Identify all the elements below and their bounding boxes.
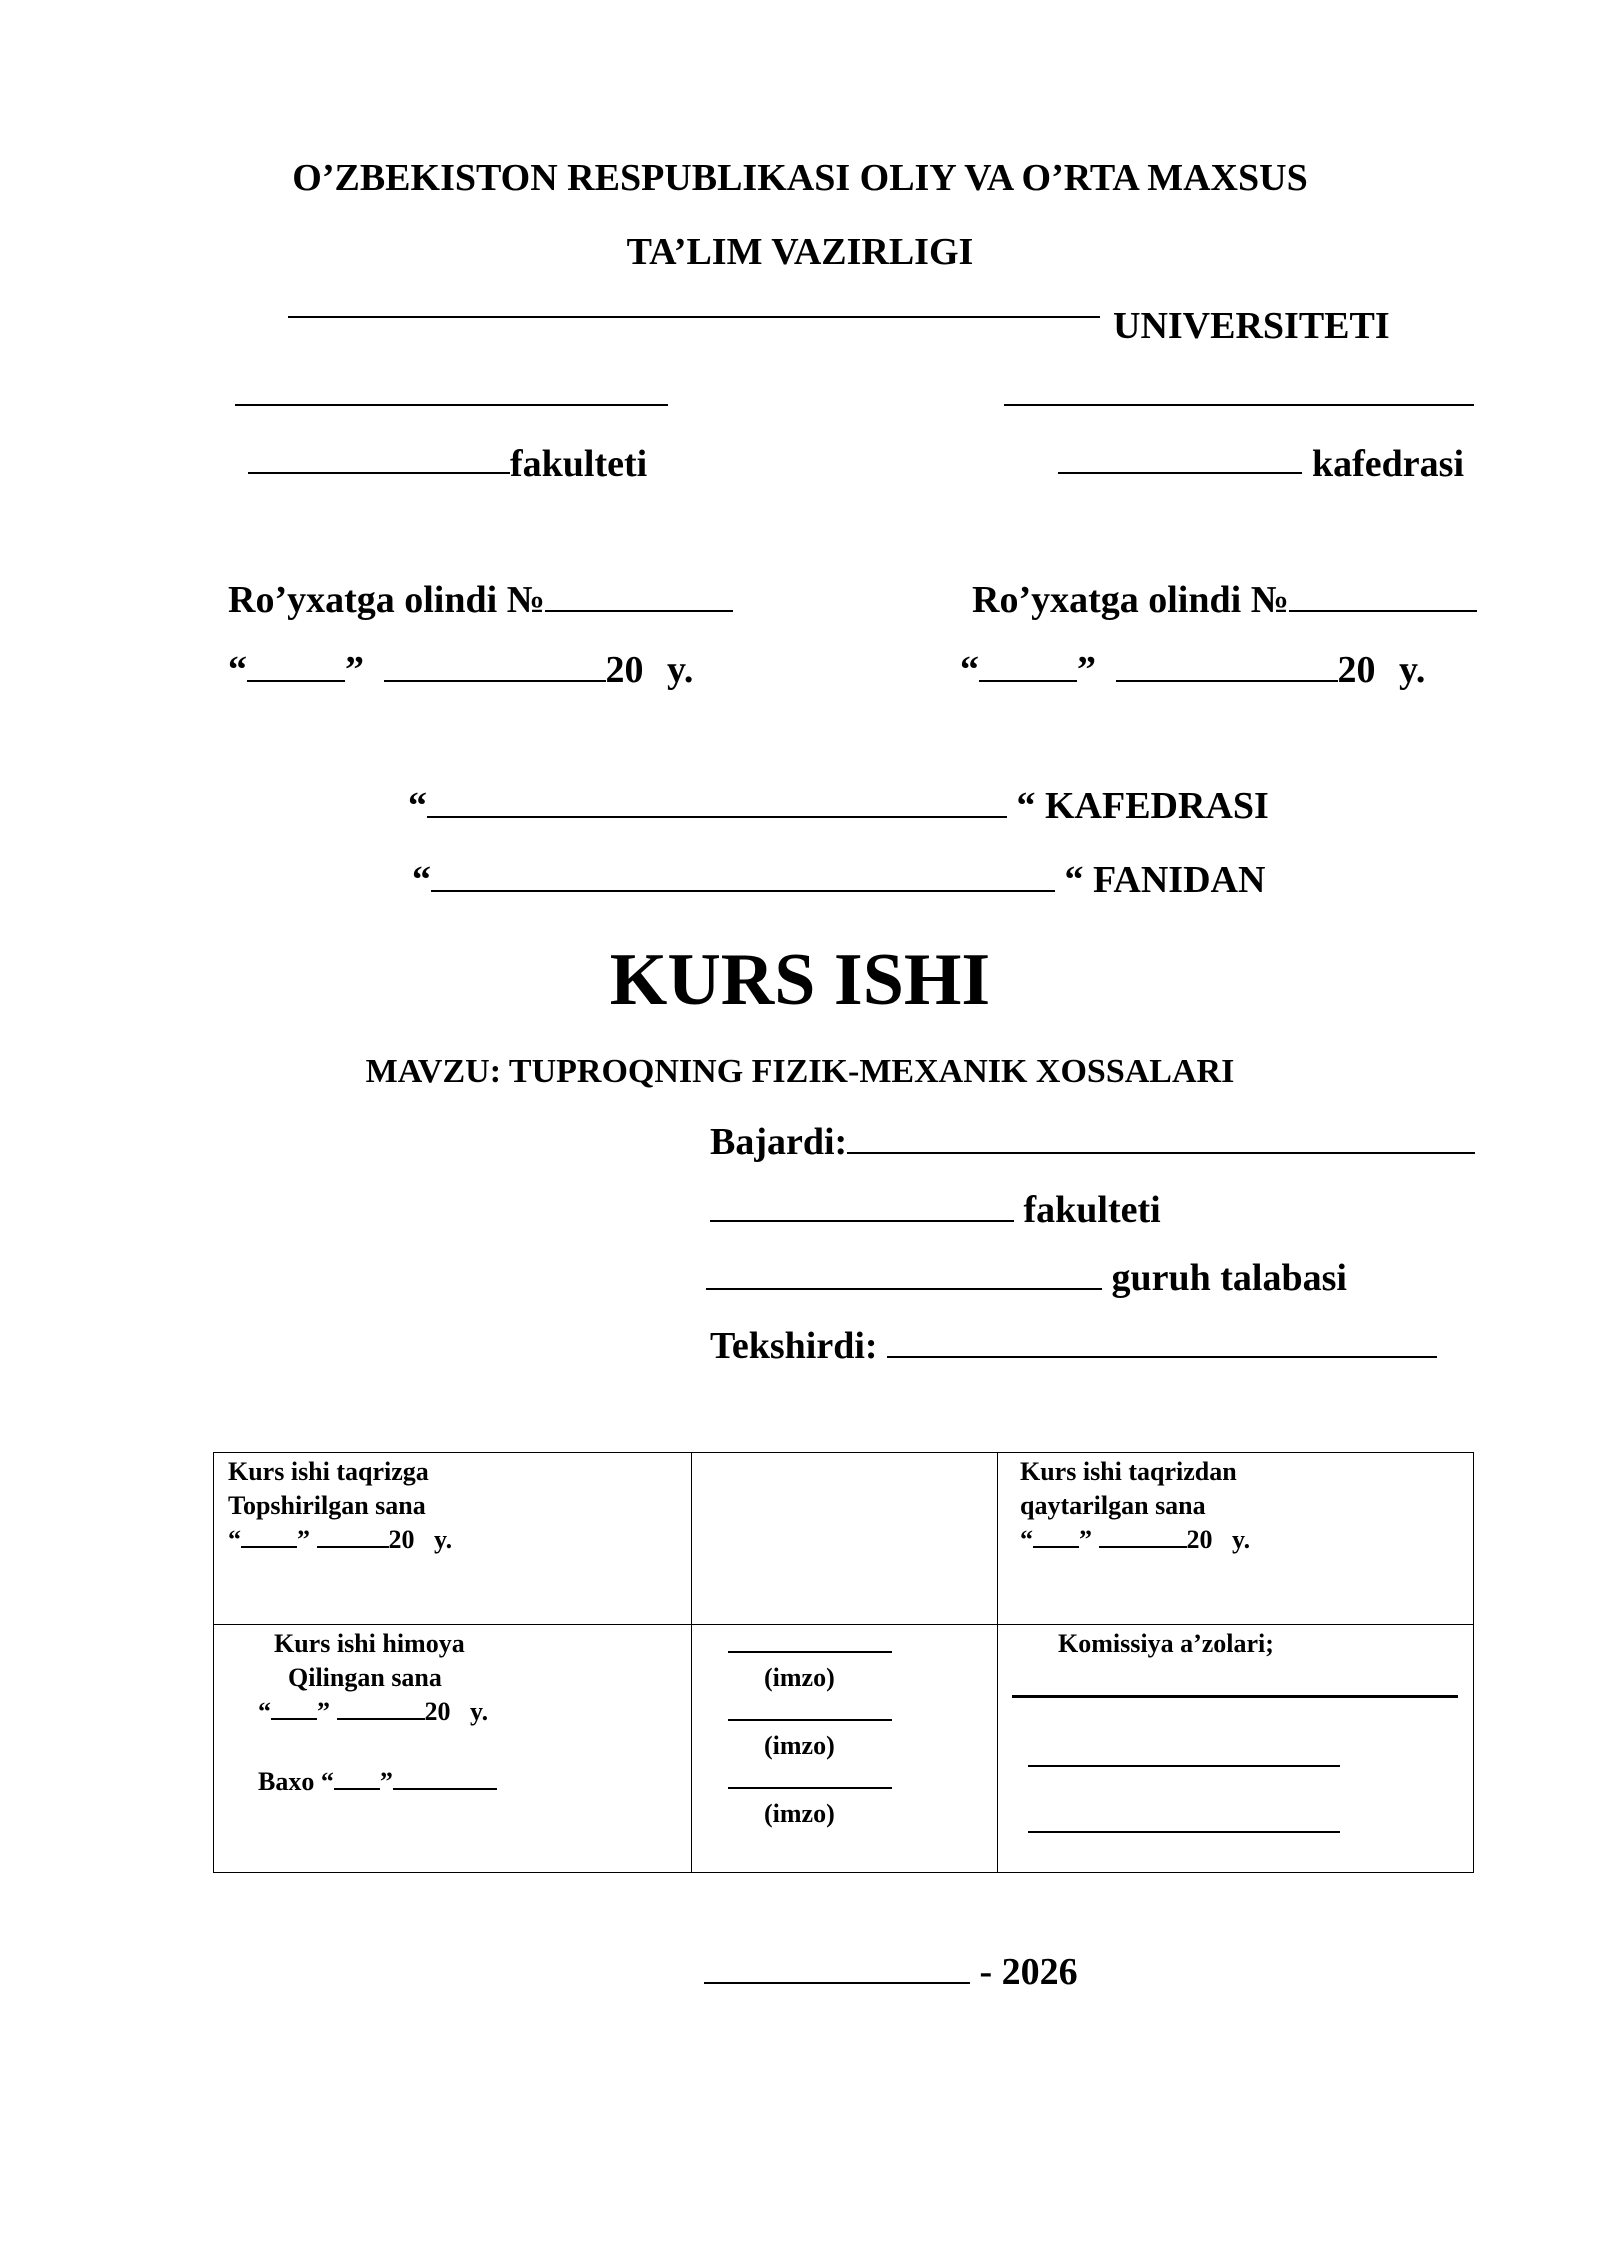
performed-name-blank bbox=[847, 1122, 1475, 1154]
commission-label: Komissiya a’zolari; bbox=[1058, 1629, 1274, 1658]
registration-left-date bbox=[228, 648, 693, 692]
student-group-blank bbox=[706, 1258, 1102, 1290]
signature-line-3 bbox=[728, 1787, 892, 1789]
defended-date: “ ” 20 y. bbox=[258, 1697, 489, 1726]
commission-line-2 bbox=[1028, 1765, 1340, 1767]
city-blank bbox=[704, 1952, 970, 1984]
department-name-blank bbox=[1058, 472, 1302, 474]
review-table bbox=[213, 1452, 1474, 1873]
day-blank bbox=[979, 650, 1077, 682]
checked-name-blank bbox=[887, 1326, 1437, 1358]
faculty-top-blank bbox=[235, 404, 668, 406]
year-prefix: 20 bbox=[1337, 649, 1376, 691]
submitted-cell bbox=[214, 1453, 692, 1625]
registration-right-label: Ro’yxatga olindi № bbox=[972, 579, 1289, 621]
kafedra-line bbox=[408, 784, 1269, 828]
checked-by-line bbox=[710, 1324, 1437, 1368]
fan-name-blank bbox=[431, 860, 1055, 892]
signature-cell bbox=[692, 1625, 998, 1873]
defended-cell bbox=[214, 1625, 692, 1873]
month-blank bbox=[384, 650, 606, 682]
commission-cell bbox=[998, 1625, 1474, 1873]
signature-label-1: (imzo) bbox=[764, 1663, 835, 1692]
grade-line: Baxo “ ” bbox=[258, 1765, 497, 1799]
signature-line-1 bbox=[728, 1651, 892, 1653]
fan-line bbox=[412, 858, 1265, 902]
kafedra-label: “ KAFEDRASI bbox=[1016, 785, 1269, 827]
department-label: kafedrasi bbox=[1312, 443, 1464, 485]
fan-label: “ FANIDAN bbox=[1064, 859, 1266, 901]
open-quote: “ bbox=[228, 649, 247, 691]
commission-line-3 bbox=[1028, 1831, 1340, 1833]
year-prefix: 20 bbox=[605, 649, 644, 691]
defended-line2: Qilingan sana bbox=[288, 1663, 442, 1692]
open-quote: “ bbox=[412, 859, 431, 901]
month-blank bbox=[1116, 650, 1338, 682]
registration-left-number-blank bbox=[545, 580, 733, 612]
close-quote: ” bbox=[1077, 649, 1096, 691]
ministry-title-line2: TA’LIM VAZIRLIGI bbox=[626, 231, 974, 273]
topic-line: MAVZU: TUPROQNING FIZIK-MEXANIK XOSSALARI bbox=[365, 1053, 1235, 1090]
student-faculty-blank bbox=[710, 1190, 1014, 1222]
university-name-blank bbox=[288, 316, 1100, 318]
performed-by-line bbox=[710, 1120, 1475, 1164]
signature-line-2 bbox=[728, 1719, 892, 1721]
document-title: KURS ISHI bbox=[609, 939, 991, 1021]
open-quote: “ bbox=[960, 649, 979, 691]
student-faculty-label: fakulteti bbox=[1023, 1189, 1161, 1231]
signature-label-3: (imzo) bbox=[764, 1799, 835, 1828]
kafedra-name-blank bbox=[427, 786, 1007, 818]
registration-left bbox=[228, 578, 733, 622]
year-suffix: y. bbox=[1399, 649, 1426, 691]
submitted-date: “ ” 20 y. bbox=[228, 1525, 453, 1554]
submitted-line2: Topshirilgan sana bbox=[228, 1491, 426, 1520]
faculty-label: fakulteti bbox=[510, 443, 648, 485]
returned-line2: qaytarilgan sana bbox=[1020, 1491, 1206, 1520]
empty-cell bbox=[692, 1453, 998, 1625]
returned-line1: Kurs ishi taqrizdan bbox=[1020, 1457, 1237, 1486]
university-label: UNIVERSITETI bbox=[1113, 305, 1390, 347]
faculty-name-blank bbox=[248, 472, 510, 474]
open-quote: “ bbox=[408, 785, 427, 827]
day-blank bbox=[247, 650, 345, 682]
year-suffix: y. bbox=[667, 649, 694, 691]
checked-label: Tekshirdi: bbox=[710, 1325, 878, 1367]
returned-date: “ ” 20 y. bbox=[1020, 1525, 1251, 1554]
close-quote: ” bbox=[345, 649, 364, 691]
student-group-line bbox=[706, 1256, 1347, 1300]
footer-year-line bbox=[704, 1950, 1078, 1994]
performed-label: Bajardi: bbox=[710, 1121, 848, 1163]
submitted-line1: Kurs ishi taqrizga bbox=[228, 1457, 429, 1486]
registration-right bbox=[972, 578, 1477, 622]
footer-year: - 2026 bbox=[979, 1951, 1078, 1993]
defended-line1: Kurs ishi himoya bbox=[274, 1629, 465, 1658]
commission-line-1 bbox=[1012, 1695, 1458, 1698]
registration-right-date bbox=[960, 648, 1425, 692]
ministry-title-line1: O’ZBEKISTON RESPUBLIKASI OLIY VA O’RTA MAXSUS bbox=[292, 157, 1308, 199]
signature-label-2: (imzo) bbox=[764, 1731, 835, 1760]
department-top-blank bbox=[1004, 404, 1474, 406]
registration-left-label: Ro’yxatga olindi № bbox=[228, 579, 545, 621]
student-group-label: guruh talabasi bbox=[1111, 1257, 1347, 1299]
returned-cell bbox=[998, 1453, 1474, 1625]
student-faculty-line bbox=[710, 1188, 1161, 1232]
registration-right-number-blank bbox=[1289, 580, 1477, 612]
